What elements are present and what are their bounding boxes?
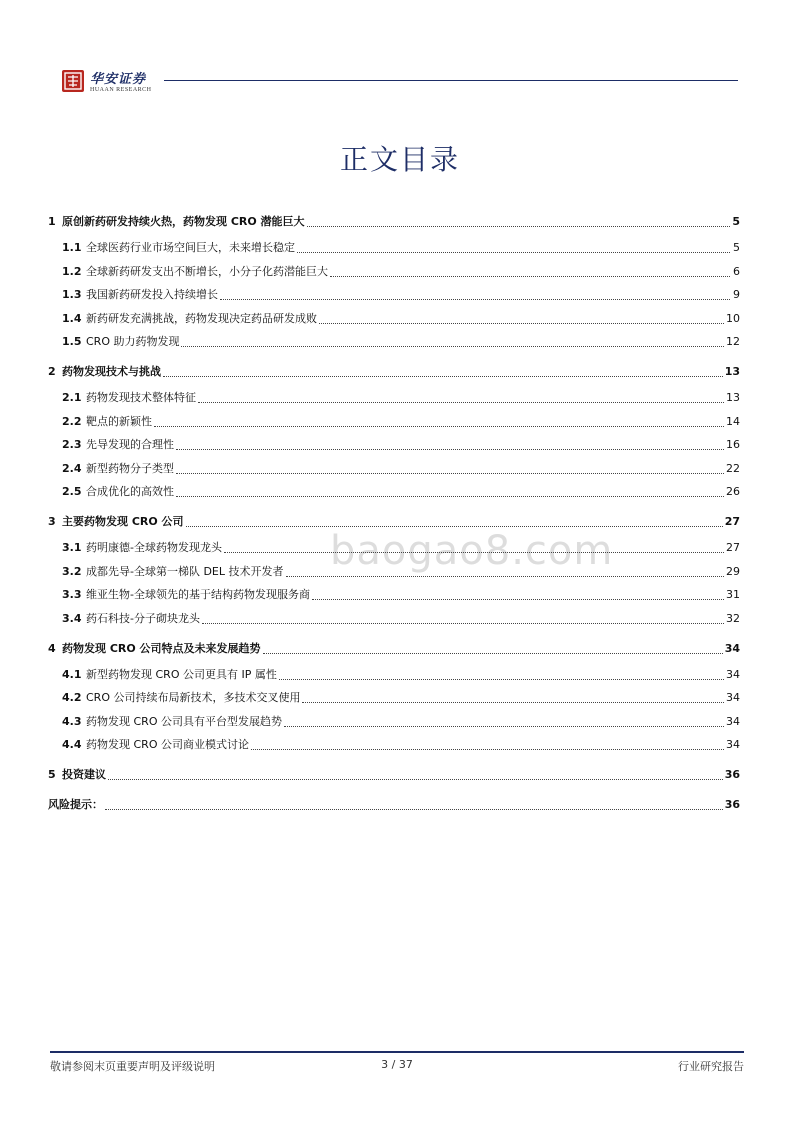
- toc-leader-dots: [105, 809, 723, 810]
- watermark: baogao8.com: [330, 528, 614, 574]
- toc-entry-number: 3.3: [62, 588, 82, 601]
- toc-entry-page: 34: [724, 641, 740, 655]
- toc-entry-title: 成都先导-全球第一梯队 DEL 技术开发者: [86, 564, 284, 578]
- toc-entry-page: 14: [726, 414, 740, 428]
- toc-entry[interactable]: [48, 560, 740, 580]
- toc-leader-dots: [284, 726, 724, 727]
- toc-entry-page: 29: [726, 564, 740, 578]
- toc-entry[interactable]: [48, 457, 740, 477]
- toc-entry-title: 我国新药研发投入持续增长: [86, 288, 218, 301]
- toc-entry[interactable]: [48, 536, 740, 556]
- toc-entry-title: 投资建议: [62, 768, 106, 781]
- footer-disclaimer: 敬请参阅末页重要声明及评级说明: [50, 1060, 215, 1073]
- toc-leader-dots: [286, 576, 724, 577]
- toc-entry[interactable]: [48, 386, 740, 406]
- toc-entry-page: 31: [726, 588, 740, 601]
- toc-entry-number: 1.3: [62, 288, 82, 301]
- toc-entry[interactable]: [48, 763, 740, 783]
- footer-report-type: 行业研究报告: [678, 1060, 744, 1073]
- toc-entry-title: 原创新药研发持续火热，药物发现 CRO 潜能巨大: [62, 215, 305, 228]
- toc-entry[interactable]: [48, 410, 740, 430]
- toc-entry[interactable]: [48, 330, 740, 350]
- toc-entry-title: 全球新药研发支出不断增长，小分子化药潜能巨大: [86, 264, 328, 278]
- toc-entry-page: 27: [724, 515, 740, 528]
- toc-entry-page: 34: [726, 738, 740, 751]
- company-logo-text: 华安证券: [90, 72, 147, 87]
- toc-entry[interactable]: [48, 663, 740, 683]
- toc-entry[interactable]: [48, 210, 740, 230]
- toc-leader-dots: [312, 599, 724, 600]
- toc-entry-page: 13: [726, 391, 740, 404]
- toc-entry-number: 3.1: [62, 541, 82, 554]
- toc-entry-title: 药石科技-分子砌块龙头: [86, 611, 200, 625]
- toc-leader-dots: [176, 449, 724, 450]
- toc-leader-dots: [202, 623, 724, 624]
- toc-leader-dots: [297, 252, 730, 253]
- toc-leader-dots: [220, 299, 730, 300]
- toc-leader-dots: [263, 653, 723, 654]
- toc-entry-title: CRO 公司持续布局新技术，多技术交叉使用: [86, 691, 301, 704]
- toc-leader-dots: [279, 679, 724, 680]
- toc-leader-dots: [330, 276, 730, 277]
- toc-entry-page: 6: [733, 264, 740, 278]
- toc-entry-title: 药物发现 CRO 公司具有平台型发展趋势: [86, 714, 282, 728]
- toc-leader-dots: [307, 226, 730, 227]
- footer-page-number: 3 / 37: [381, 1058, 413, 1071]
- toc-leader-dots: [176, 473, 724, 474]
- toc-entry-page: 16: [726, 438, 740, 451]
- footer-divider: [50, 1051, 744, 1053]
- toc-entry-number: 1: [48, 215, 56, 228]
- toc-entry[interactable]: [48, 686, 740, 706]
- toc-entry-number: 2.2: [62, 414, 82, 428]
- toc-entry-number: 4: [48, 641, 56, 655]
- toc-entry[interactable]: [48, 360, 740, 380]
- toc-leader-dots: [163, 376, 723, 377]
- toc-entry-page: 12: [726, 335, 740, 348]
- company-seal-icon: [62, 70, 84, 92]
- toc-entry-page: 5: [732, 215, 740, 228]
- toc-entry-number: 3.2: [62, 564, 82, 578]
- toc-entry[interactable]: [48, 733, 740, 753]
- toc-leader-dots: [176, 496, 724, 497]
- toc-entry-page: 5: [733, 241, 740, 254]
- toc-entry-title: 靶点的新颖性: [86, 414, 152, 428]
- toc-entry-title: 药物发现技术与挑战: [62, 365, 161, 378]
- toc-entry-title: 药物发现 CRO 公司特点及未来发展趋势: [62, 641, 261, 655]
- toc-entry-title: 全球医药行业市场空间巨大，未来增长稳定: [86, 241, 295, 254]
- toc-leader-dots: [319, 323, 724, 324]
- toc-entry-number: 2: [48, 365, 56, 378]
- toc-leader-dots: [108, 779, 723, 780]
- page-header: [62, 70, 738, 100]
- toc-entry-number: 3.4: [62, 611, 82, 625]
- toc-entry-title: 主要药物发现 CRO 公司: [62, 515, 184, 528]
- toc-entry[interactable]: [48, 480, 740, 500]
- toc-entry-title: 药物发现技术整体特征: [86, 391, 196, 404]
- toc-entry-title: 新药研发充满挑战，药物发现决定药品研发成败: [86, 311, 317, 325]
- toc-entry-number: 3: [48, 515, 56, 528]
- toc-entry-title: 风险提示：: [48, 798, 103, 811]
- toc-entry-number: 1.4: [62, 311, 82, 325]
- toc-entry[interactable]: [48, 583, 740, 603]
- toc-entry-number: 2.5: [62, 485, 82, 498]
- toc-leader-dots: [186, 526, 723, 527]
- toc-entry-number: 1.5: [62, 335, 82, 348]
- toc-entry-title: CRO 助力药物发现: [86, 335, 180, 348]
- toc-entry-page: 13: [724, 365, 740, 378]
- toc-entry[interactable]: [48, 260, 740, 280]
- toc-entry[interactable]: [48, 433, 740, 453]
- page-title: 正文目录: [339, 143, 460, 176]
- toc-entry-page: 34: [726, 691, 740, 704]
- toc-entry[interactable]: [48, 710, 740, 730]
- toc-entry-title: 新型药物分子类型: [86, 461, 174, 475]
- toc-entry-number: 1.1: [62, 241, 82, 254]
- toc-entry[interactable]: [48, 283, 740, 303]
- toc-entry[interactable]: [48, 637, 740, 657]
- toc-entry-page: 32: [726, 611, 740, 625]
- toc-entry-title: 药物发现 CRO 公司商业模式讨论: [86, 738, 249, 751]
- toc-leader-dots: [154, 426, 724, 427]
- toc-entry-number: 2.3: [62, 438, 82, 451]
- toc-entry-number: 4.4: [62, 738, 82, 751]
- toc-entry-title: 药明康德-全球药物发现龙头: [86, 541, 222, 554]
- toc-entry-number: 4.1: [62, 667, 82, 681]
- toc-entry-page: 26: [726, 485, 740, 498]
- toc-entry-title: 维亚生物-全球领先的基于结构药物发现服务商: [86, 588, 310, 601]
- company-logo-subtitle: HUAAN RESEARCH: [90, 87, 152, 93]
- toc-entry-number: 4.2: [62, 691, 82, 704]
- toc-entry[interactable]: [48, 793, 740, 813]
- toc-entry-title: 新型药物发现 CRO 公司更具有 IP 属性: [86, 667, 277, 681]
- toc-entry[interactable]: [48, 236, 740, 256]
- toc-entry-page: 34: [726, 667, 740, 681]
- toc-leader-dots: [224, 552, 724, 553]
- toc-entry-title: 合成优化的高效性: [86, 485, 174, 498]
- header-divider: [164, 80, 738, 81]
- toc-entry[interactable]: [48, 510, 740, 530]
- toc-entry-number: 2.1: [62, 391, 82, 404]
- page-footer: [50, 1058, 744, 1074]
- toc-entry[interactable]: [48, 307, 740, 327]
- toc-entry-page: 36: [724, 768, 740, 781]
- toc-leader-dots: [302, 702, 724, 703]
- toc-entry-title: 先导发现的合理性: [86, 438, 174, 451]
- toc-leader-dots: [198, 402, 724, 403]
- toc-entry-page: 34: [726, 714, 740, 728]
- toc-entry-page: 22: [726, 461, 740, 475]
- toc-entry-page: 36: [724, 798, 740, 811]
- toc-entry-page: 27: [726, 541, 740, 554]
- toc-entry-number: 1.2: [62, 264, 82, 278]
- toc-entry-number: 4.3: [62, 714, 82, 728]
- toc-entry[interactable]: [48, 607, 740, 627]
- toc-entry-number: 5: [48, 768, 56, 781]
- toc-leader-dots: [181, 346, 724, 347]
- toc-entry-page: 10: [726, 311, 740, 325]
- toc-leader-dots: [251, 749, 724, 750]
- toc-entry-page: 9: [733, 288, 740, 301]
- toc-entry-number: 2.4: [62, 461, 82, 475]
